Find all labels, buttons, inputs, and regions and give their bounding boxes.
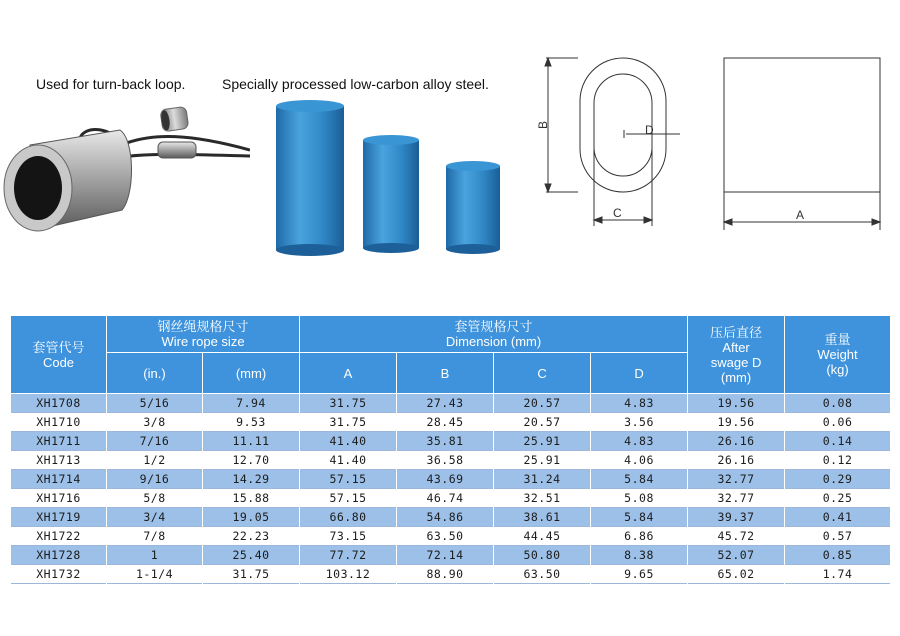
- header-after-en1: After: [722, 339, 750, 355]
- cell-wire-mm: 15.88: [203, 489, 300, 508]
- cell-code: XH1708: [11, 394, 107, 413]
- cell-a: 77.72: [300, 546, 397, 565]
- header-wire-cn: 钢丝绳规格尺寸: [157, 319, 249, 334]
- cell-wire-mm: 22.23: [203, 527, 300, 546]
- cell-wire-in: 3/4: [107, 508, 203, 527]
- header-after-swage: [688, 316, 785, 394]
- cell-wire-in: 5/16: [107, 394, 203, 413]
- cell-d: 3.56: [591, 413, 688, 432]
- cell-d: 6.86: [591, 527, 688, 546]
- cell-b: 46.74: [397, 489, 494, 508]
- tube-small: [446, 161, 500, 254]
- header-weight-cn: 重量: [824, 332, 851, 347]
- cell-code: XH1722: [11, 527, 107, 546]
- subheader-b: B: [397, 353, 494, 394]
- table-row: [11, 413, 891, 432]
- table-row: [11, 489, 891, 508]
- header-after-en2: swage D: [710, 354, 762, 370]
- cell-d: 5.84: [591, 508, 688, 527]
- dimension-b-label: B: [536, 120, 550, 129]
- cell-wire-mm: 11.11: [203, 432, 300, 451]
- cell-weight: 0.85: [785, 546, 891, 565]
- header-code-en: Code: [42, 354, 75, 370]
- cell-a: 31.75: [300, 394, 397, 413]
- oval-section-diagram: [528, 48, 703, 238]
- cell-weight: 0.14: [785, 432, 891, 451]
- cell-wire-mm: 25.40: [203, 546, 300, 565]
- header-weight-unit: (kg): [826, 362, 849, 377]
- cell-after-swage: 19.56: [688, 413, 785, 432]
- cell-wire-in: 1-1/4: [107, 565, 203, 584]
- header-after-en3: (mm): [720, 369, 752, 385]
- cell-wire-in: 7/8: [107, 527, 203, 546]
- cell-b: 72.14: [397, 546, 494, 565]
- subheader-mm: (mm): [203, 353, 300, 394]
- cell-c: 38.61: [494, 508, 591, 527]
- cell-c: 20.57: [494, 394, 591, 413]
- cell-weight: 0.25: [785, 489, 891, 508]
- cell-d: 4.83: [591, 432, 688, 451]
- cell-weight: 0.06: [785, 413, 891, 432]
- cell-weight: 0.29: [785, 470, 891, 489]
- cell-wire-in: 5/8: [107, 489, 203, 508]
- cell-wire-in: 1/2: [107, 451, 203, 470]
- caption-turnback-loop: Used for turn-back loop.: [36, 76, 186, 92]
- cell-c: 25.91: [494, 432, 591, 451]
- cell-c: 25.91: [494, 451, 591, 470]
- cell-wire-mm: 9.53: [203, 413, 300, 432]
- table-row: [11, 508, 891, 527]
- cell-a: 57.15: [300, 470, 397, 489]
- cell-c: 44.45: [494, 527, 591, 546]
- cell-after-swage: 52.07: [688, 546, 785, 565]
- cell-weight: 0.57: [785, 527, 891, 546]
- cell-wire-mm: 19.05: [203, 508, 300, 527]
- cell-after-swage: 39.37: [688, 508, 785, 527]
- caption-low-carbon-steel: Specially processed low-carbon alloy steel.: [222, 76, 489, 92]
- header-dimension: [300, 316, 688, 353]
- cell-wire-in: 1: [107, 546, 203, 565]
- cell-after-swage: 32.77: [688, 470, 785, 489]
- cell-c: 32.51: [494, 489, 591, 508]
- cell-a: 103.12: [300, 565, 397, 584]
- subheader-c: C: [494, 353, 591, 394]
- cell-d: 5.08: [591, 489, 688, 508]
- tube-large: [276, 100, 344, 256]
- cell-weight: 1.74: [785, 565, 891, 584]
- cell-a: 41.40: [300, 451, 397, 470]
- cell-wire-mm: 7.94: [203, 394, 300, 413]
- swage-sleeve-spec-table: [10, 315, 891, 584]
- cell-d: 4.06: [591, 451, 688, 470]
- header-after-cn: 压后直径: [710, 324, 763, 340]
- header-weight-en: Weight: [817, 347, 858, 362]
- cell-b: 36.58: [397, 451, 494, 470]
- cell-b: 54.86: [397, 508, 494, 527]
- table-row: [11, 565, 891, 584]
- dimension-c-label: C: [613, 206, 622, 220]
- cell-wire-in: 3/8: [107, 413, 203, 432]
- tube-medium: [363, 135, 419, 253]
- header-dim-cn: 套管规格尺寸: [454, 319, 533, 334]
- cell-after-swage: 19.56: [688, 394, 785, 413]
- cell-code: XH1714: [11, 470, 107, 489]
- header-wire-rope-size: [107, 316, 300, 353]
- cell-after-swage: 45.72: [688, 527, 785, 546]
- cell-code: XH1713: [11, 451, 107, 470]
- cell-d: 9.65: [591, 565, 688, 584]
- cell-b: 88.90: [397, 565, 494, 584]
- table-row: [11, 527, 891, 546]
- cell-a: 73.15: [300, 527, 397, 546]
- cell-a: 57.15: [300, 489, 397, 508]
- cell-wire-mm: 14.29: [203, 470, 300, 489]
- cell-wire-mm: 31.75: [203, 565, 300, 584]
- dimension-a-label: A: [796, 208, 805, 222]
- cell-b: 63.50: [397, 527, 494, 546]
- cell-weight: 0.12: [785, 451, 891, 470]
- cell-b: 43.69: [397, 470, 494, 489]
- sleeve-photo: [0, 100, 250, 250]
- cell-d: 4.83: [591, 394, 688, 413]
- header-wire-en: Wire rope size: [161, 334, 245, 349]
- cell-after-swage: 65.02: [688, 565, 785, 584]
- table-row: [11, 470, 891, 489]
- cell-c: 31.24: [494, 470, 591, 489]
- cell-after-swage: 32.77: [688, 489, 785, 508]
- cell-after-swage: 26.16: [688, 451, 785, 470]
- cell-weight: 0.41: [785, 508, 891, 527]
- cell-c: 50.80: [494, 546, 591, 565]
- cell-code: XH1732: [11, 565, 107, 584]
- subheader-in: (in.): [107, 353, 203, 394]
- header-weight: [785, 316, 891, 394]
- table-row: [11, 432, 891, 451]
- square-profile-diagram: [712, 48, 892, 238]
- cell-d: 5.84: [591, 470, 688, 489]
- subheader-a: A: [300, 353, 397, 394]
- subheader-d: D: [591, 353, 688, 394]
- cell-weight: 0.08: [785, 394, 891, 413]
- cell-after-swage: 26.16: [688, 432, 785, 451]
- cell-code: XH1719: [11, 508, 107, 527]
- cell-code: XH1710: [11, 413, 107, 432]
- cell-wire-in: 7/16: [107, 432, 203, 451]
- table-row: [11, 394, 891, 413]
- cell-code: XH1716: [11, 489, 107, 508]
- cell-c: 20.57: [494, 413, 591, 432]
- cell-wire-mm: 12.70: [203, 451, 300, 470]
- cell-b: 27.43: [397, 394, 494, 413]
- dimension-d-label: D: [645, 123, 654, 137]
- table-row: [11, 546, 891, 565]
- header-code-cn: 套管代号: [32, 339, 85, 355]
- cell-a: 41.40: [300, 432, 397, 451]
- table-row: [11, 451, 891, 470]
- cell-code: XH1711: [11, 432, 107, 451]
- cell-b: 28.45: [397, 413, 494, 432]
- cell-wire-in: 9/16: [107, 470, 203, 489]
- cell-a: 66.80: [300, 508, 397, 527]
- cell-d: 8.38: [591, 546, 688, 565]
- spec-table-body: [11, 394, 891, 584]
- cell-a: 31.75: [300, 413, 397, 432]
- blue-tubes-photo: [268, 100, 528, 260]
- cell-code: XH1728: [11, 546, 107, 565]
- header-code: [11, 316, 107, 394]
- cell-c: 63.50: [494, 565, 591, 584]
- header-dim-en: Dimension (mm): [445, 334, 542, 349]
- cell-b: 35.81: [397, 432, 494, 451]
